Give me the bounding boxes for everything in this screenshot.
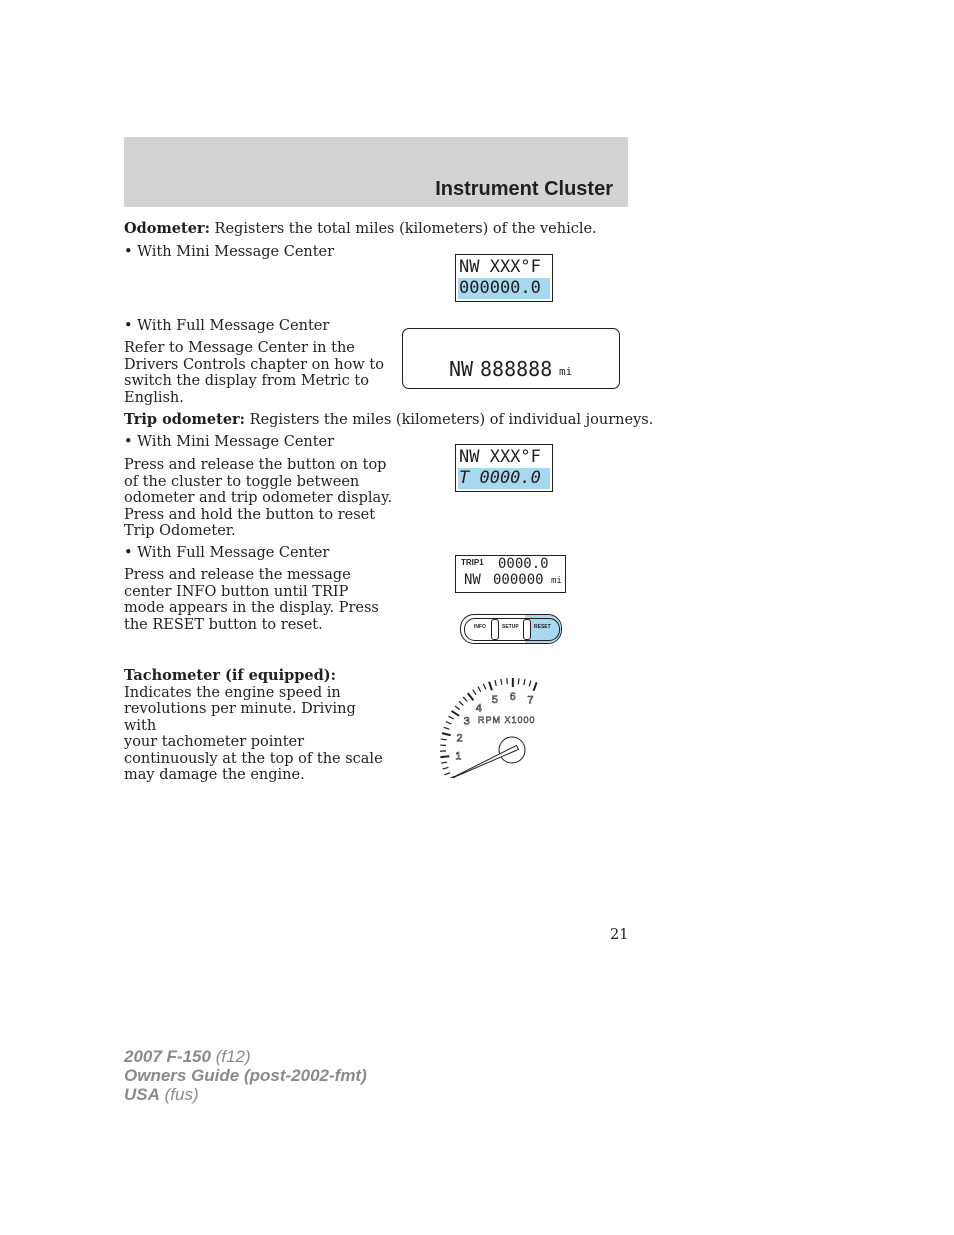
trip-display-label: TRIP1 — [461, 558, 484, 567]
footer-market: USA — [124, 1085, 160, 1104]
odometer-full-bullet: • With Full Message Center — [124, 318, 330, 334]
tach-number: 3 — [463, 715, 470, 728]
odometer-paragraph — [124, 221, 597, 238]
tach-tick — [455, 706, 460, 710]
mini-display-line1: NW XXX°F — [459, 447, 541, 467]
note-line: mode appears in the display. Press — [124, 600, 379, 616]
tach-tick — [443, 767, 449, 769]
trip-paragraph — [124, 412, 653, 429]
note-line: Refer to Message Center in the — [124, 340, 355, 356]
trip-desc: Registers the miles (kilometers) of individual journeys. — [249, 412, 654, 428]
mini-display-line2: T 0000.0 — [459, 468, 541, 488]
full-display-digits: 888888 — [480, 357, 553, 381]
trip-label: Trip odometer: — [124, 411, 246, 428]
full-display-unit: mi — [559, 365, 573, 378]
tach-tick — [524, 679, 525, 685]
tach-number: 2 — [456, 732, 463, 745]
full-display-compass: NW — [449, 357, 474, 381]
footer-line-3 — [124, 1085, 367, 1104]
trip-mini-display — [455, 444, 553, 492]
footer-market-code: (fus) — [164, 1085, 199, 1104]
odometer-label: Odometer: — [124, 220, 210, 237]
button-divider — [523, 619, 531, 640]
page-number: 21 — [610, 927, 629, 943]
note-line: Drivers Controls chapter on how to — [124, 356, 384, 373]
footer-model: 2007 F-150 — [124, 1047, 211, 1066]
note-line: Press and release the message — [124, 567, 351, 583]
tach-number: 5 — [491, 693, 498, 706]
tach-paragraph — [124, 668, 384, 784]
setup-button[interactable]: SETUP — [502, 624, 519, 630]
note-line: revolutions per minute. Driving with — [124, 701, 356, 734]
tach-label: Tachometer (if equipped): — [124, 667, 336, 684]
tach-rpm-label: RPM X1000 — [478, 715, 536, 725]
section-header-band — [124, 137, 628, 207]
message-center-button-strip — [460, 614, 562, 644]
odometer-mini-bullet: • With Mini Message Center — [124, 244, 335, 260]
tach-tick — [440, 756, 449, 757]
trip-full-display — [455, 555, 566, 593]
trip-display-value: 0000.0 — [498, 556, 549, 572]
odometer-full-display — [402, 328, 620, 389]
info-button[interactable]: INFO — [474, 624, 486, 630]
tach-tick — [446, 722, 452, 724]
trip-full-note — [124, 567, 384, 633]
footer-line-1 — [124, 1047, 367, 1066]
tach-tick — [478, 687, 481, 692]
note-line: the RESET button to reset. — [124, 616, 323, 633]
trip-display-unit: mi — [551, 576, 562, 586]
tach-tick — [441, 762, 447, 763]
note-line: English. — [124, 389, 184, 406]
tach-tick — [463, 697, 467, 701]
tach-tick — [442, 733, 451, 735]
note-line: continuously at the top of the scale — [124, 750, 383, 767]
tach-tick — [452, 711, 460, 716]
tach-tick — [459, 701, 463, 705]
tach-tick — [444, 773, 450, 775]
note-line: odometer and trip odometer display. — [124, 490, 393, 506]
tach-tick — [501, 679, 502, 685]
note-line: Indicates the engine speed in — [124, 684, 341, 701]
tachometer-gauge — [430, 668, 600, 778]
trip-mini-note — [124, 457, 394, 540]
tach-number: 7 — [527, 694, 534, 707]
tach-number: 4 — [475, 702, 482, 715]
mini-display-line1: NW XXX°F — [459, 257, 541, 277]
trip-full-bullet: • With Full Message Center — [124, 545, 330, 561]
mini-display-line2: 000000.0 — [459, 278, 541, 298]
note-line: switch the display from Metric to — [124, 373, 369, 389]
tach-tick — [495, 680, 496, 686]
tach-tick — [448, 716, 453, 719]
note-line: may damage the engine. — [124, 767, 305, 783]
tach-tick — [473, 690, 476, 695]
note-line: of the cluster to toggle between — [124, 473, 360, 490]
odometer-mini-display — [455, 254, 553, 302]
tach-tick — [518, 678, 519, 684]
tach-number: 1 — [455, 750, 462, 763]
note-line: Press and release the button on top — [124, 457, 387, 473]
section-title: Instrument Cluster — [435, 178, 613, 200]
trip-display-compass: NW — [464, 572, 481, 588]
tach-tick — [534, 682, 537, 690]
odometer-full-note — [124, 340, 384, 406]
footer-guide: Owners Guide (post-2002-fmt) — [124, 1066, 367, 1085]
odometer-desc: Registers the total miles (kilometers) of the vehicle. — [214, 221, 597, 237]
tach-tick — [483, 684, 485, 690]
footer — [124, 1047, 367, 1104]
trip-display-odo: 000000 — [493, 572, 544, 588]
note-line: Trip Odometer. — [124, 523, 236, 539]
tach-tick — [529, 681, 531, 687]
reset-button[interactable]: RESET — [534, 624, 551, 630]
note-line: Press and hold the button to reset — [124, 506, 376, 523]
button-divider — [491, 619, 499, 640]
tach-tick — [468, 693, 474, 700]
tach-number: 6 — [509, 691, 516, 704]
tach-ticks — [440, 678, 537, 778]
footer-model-code: (f12) — [215, 1047, 251, 1066]
tach-tick — [489, 682, 492, 691]
note-line: your tachometer pointer — [124, 734, 305, 750]
tach-tick — [444, 727, 450, 729]
trip-mini-bullet: • With Mini Message Center — [124, 434, 335, 450]
note-line: center INFO button until TRIP — [124, 583, 349, 600]
tach-tick — [441, 739, 447, 740]
